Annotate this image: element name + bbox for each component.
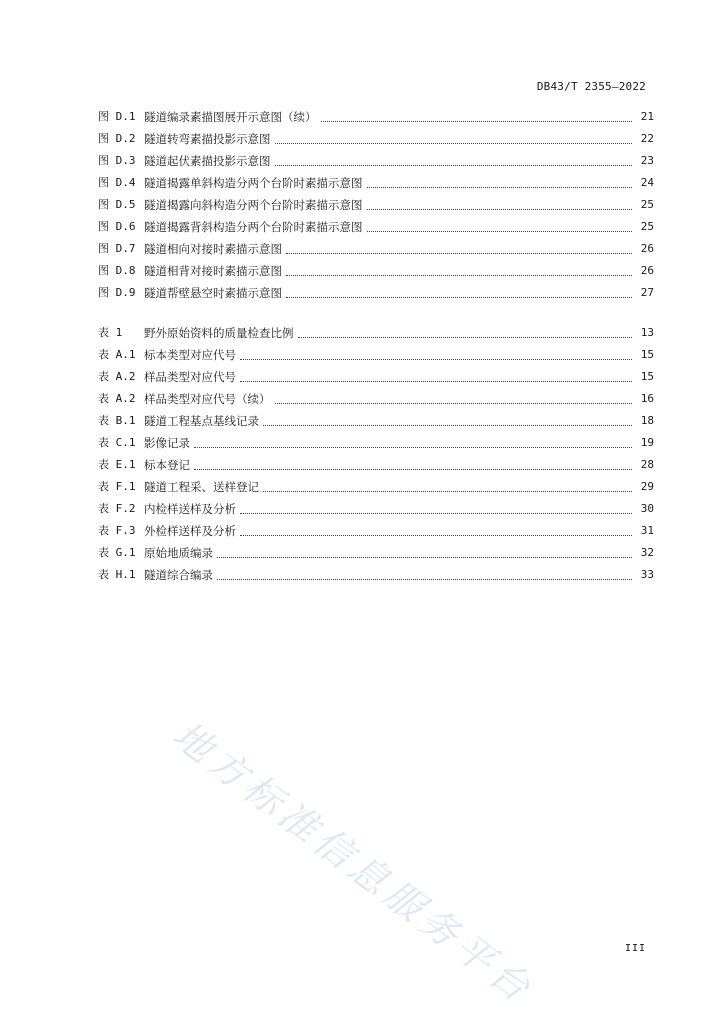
toc-entry-title: 隧道编录素描图展开示意图（续）	[144, 110, 317, 124]
toc-entry-title: 隧道揭露向斜构造分两个台阶时素描示意图	[144, 198, 363, 212]
toc-entry-page: 23	[640, 154, 654, 167]
toc-entry-page: 25	[640, 198, 654, 211]
toc-entry-title: 样品类型对应代号（续）	[144, 392, 271, 406]
toc-entry-page: 19	[640, 436, 654, 449]
toc-entry-title: 隧道帮壁悬空时素描示意图	[144, 286, 282, 300]
toc-entry-page: 18	[640, 414, 654, 427]
toc-entry-page: 28	[640, 458, 654, 471]
toc-entry-page: 25	[640, 220, 654, 233]
toc-entry-title: 隧道揭露单斜构造分两个台阶时素描示意图	[144, 176, 363, 190]
figure-toc-entry[interactable]	[98, 150, 654, 172]
toc-entry-page: 13	[640, 326, 654, 339]
toc-entry-label: 表 A.1	[98, 348, 136, 361]
toc-entry-title: 隧道转弯素描投影示意图	[144, 132, 271, 146]
toc-entry-label: 图 D.3	[98, 154, 136, 167]
toc-entry-title: 隧道相背对接时素描示意图	[144, 264, 282, 278]
figure-toc-entry[interactable]	[98, 216, 654, 238]
figure-toc-entry[interactable]	[98, 194, 654, 216]
toc-entry-label: 表 1	[98, 326, 123, 339]
table-toc-entry[interactable]	[98, 410, 654, 432]
toc-entry-page: 15	[640, 370, 654, 383]
page-number: III	[624, 943, 646, 954]
toc-entry-label: 图 D.2	[98, 132, 136, 145]
list-of-tables	[98, 322, 654, 586]
toc-entry-page: 26	[640, 242, 654, 255]
toc-entry-title: 隧道工程基点基线记录	[144, 414, 259, 428]
toc-entry-title: 内检样送样及分析	[144, 502, 236, 516]
toc-entry-title: 外检样送样及分析	[144, 524, 236, 538]
dot-leader	[298, 337, 633, 338]
toc-entry-page: 31	[640, 524, 654, 537]
toc-entry-label: 表 F.1	[98, 480, 136, 493]
toc-entry-title: 隧道综合编录	[144, 568, 213, 582]
toc-entry-title: 标本类型对应代号	[144, 348, 236, 362]
table-toc-entry[interactable]	[98, 498, 654, 520]
toc-entry-label: 图 D.1	[98, 110, 136, 123]
toc-entry-title: 标本登记	[144, 458, 190, 472]
toc-entry-label: 表 A.2	[98, 392, 136, 405]
dot-leader	[286, 275, 632, 276]
dot-leader	[275, 403, 633, 404]
list-of-figures	[98, 106, 654, 304]
table-toc-entry[interactable]	[98, 388, 654, 410]
figure-toc-entry[interactable]	[98, 172, 654, 194]
figure-toc-entry[interactable]	[98, 128, 654, 150]
figure-toc-entry[interactable]	[98, 106, 654, 128]
toc-entry-page: 15	[640, 348, 654, 361]
toc-entry-title: 隧道相向对接时素描示意图	[144, 242, 282, 256]
toc-entry-title: 隧道揭露背斜构造分两个台阶时素描示意图	[144, 220, 363, 234]
toc-entry-title: 隧道工程采、送样登记	[144, 480, 259, 494]
table-toc-entry[interactable]	[98, 454, 654, 476]
figure-toc-entry[interactable]	[98, 238, 654, 260]
toc-entry-label: 图 D.9	[98, 286, 136, 299]
dot-leader	[367, 187, 633, 188]
table-toc-entry[interactable]	[98, 322, 654, 344]
dot-leader	[194, 469, 632, 470]
figure-toc-entry[interactable]	[98, 260, 654, 282]
dot-leader	[321, 121, 633, 122]
table-toc-entry[interactable]	[98, 542, 654, 564]
toc-entry-label: 图 D.4	[98, 176, 136, 189]
dot-leader	[286, 253, 632, 254]
toc-entry-label: 图 D.6	[98, 220, 136, 233]
dot-leader	[217, 557, 632, 558]
dot-leader	[367, 209, 633, 210]
toc-entry-label: 表 G.1	[98, 546, 136, 559]
table-toc-entry[interactable]	[98, 564, 654, 586]
toc-entry-page: 21	[640, 110, 654, 123]
figure-toc-entry[interactable]	[98, 282, 654, 304]
toc-entry-title: 野外原始资料的质量检查比例	[144, 326, 294, 340]
toc-entry-label: 表 E.1	[98, 458, 136, 471]
toc-entry-label: 表 F.2	[98, 502, 136, 515]
toc-entry-page: 22	[640, 132, 654, 145]
toc-entry-label: 表 B.1	[98, 414, 136, 427]
toc-entry-page: 33	[640, 568, 654, 581]
dot-leader	[275, 165, 633, 166]
dot-leader	[275, 143, 633, 144]
toc-entry-label: 表 F.3	[98, 524, 136, 537]
table-toc-entry[interactable]	[98, 344, 654, 366]
dot-leader	[240, 381, 632, 382]
toc-entry-label: 图 D.5	[98, 198, 136, 211]
dot-leader	[367, 231, 633, 232]
dot-leader	[194, 447, 632, 448]
toc-entry-label: 图 D.7	[98, 242, 136, 255]
standard-code: DB43/T 2355—2022	[536, 80, 646, 93]
toc-entry-page: 30	[640, 502, 654, 515]
dot-leader	[240, 535, 632, 536]
toc-entry-page: 26	[640, 264, 654, 277]
dot-leader	[263, 425, 632, 426]
toc-entry-label: 图 D.8	[98, 264, 136, 277]
table-toc-entry[interactable]	[98, 432, 654, 454]
toc-entry-label: 表 H.1	[98, 568, 136, 581]
table-toc-entry[interactable]	[98, 366, 654, 388]
toc-entry-title: 原始地质编录	[144, 546, 213, 560]
table-toc-entry[interactable]	[98, 520, 654, 542]
toc-entry-title: 样品类型对应代号	[144, 370, 236, 384]
dot-leader	[263, 491, 632, 492]
toc-entry-page: 16	[640, 392, 654, 405]
dot-leader	[286, 297, 632, 298]
toc-entry-page: 24	[640, 176, 654, 189]
toc-entry-page: 32	[640, 546, 654, 559]
toc-entry-label: 表 C.1	[98, 436, 136, 449]
dot-leader	[240, 359, 632, 360]
watermark: 地方标准信息服务平台	[164, 712, 543, 1013]
toc-entry-label: 表 A.2	[98, 370, 136, 383]
toc-entry-page: 27	[640, 286, 654, 299]
dot-leader	[217, 579, 632, 580]
table-toc-entry[interactable]	[98, 476, 654, 498]
toc-entry-title: 隧道起伏素描投影示意图	[144, 154, 271, 168]
toc-entry-page: 29	[640, 480, 654, 493]
dot-leader	[240, 513, 632, 514]
toc-entry-title: 影像记录	[144, 436, 190, 450]
